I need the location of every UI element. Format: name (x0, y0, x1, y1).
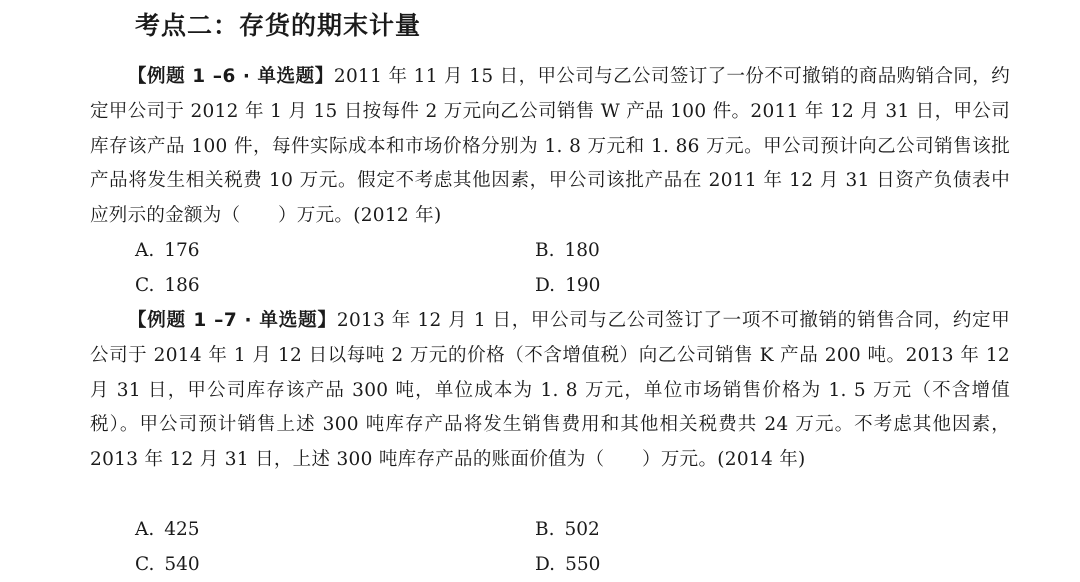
section-title: 考点二：存货的期末计量 (135, 11, 422, 40)
option-value: 502 (564, 519, 600, 540)
option-a (135, 512, 535, 547)
option-value: 186 (164, 275, 200, 296)
option-b (535, 512, 935, 547)
option-a (135, 233, 535, 268)
option-letter: D. (535, 275, 556, 296)
option-letter: B. (535, 240, 555, 261)
option-d (535, 547, 935, 582)
option-letter: D. (535, 554, 556, 575)
question-label: 【例题 1 –7 · 单选题】 (127, 310, 337, 331)
option-value: 190 (565, 275, 601, 296)
option-value: 550 (565, 554, 601, 575)
option-value: 425 (164, 519, 200, 540)
option-letter: A. (135, 519, 155, 540)
option-d (535, 268, 935, 303)
option-value: 180 (564, 240, 600, 261)
option-value: 540 (164, 554, 200, 575)
option-value: 176 (164, 240, 200, 261)
option-c (135, 547, 535, 582)
option-letter: A. (135, 240, 155, 261)
option-b (535, 233, 935, 268)
question-text: 2011 年 11 月 15 日，甲公司与乙公司签订了一份不可撤销的商品购销合同，约定甲公司于 2012 年 1 月 15 日按每件 2 万元向乙公司销售 W 产品 100 件。2011 年 12 月 31 日，甲公司库存该产品 100 件，每件实际成本和市场价格分别为 1. 8 万元和 1. 86 万元。甲公司预计向乙公司销售该批产品将发生相关税费 10 万元。假定不考虑其他因素，甲公司该批产品在 2011 年 12 月 31 日资产负债表中应列示的金额为（ ）万元。(2012 年) (90, 66, 1010, 227)
answer-options (135, 512, 935, 582)
answer-options (135, 233, 935, 303)
option-letter: C. (135, 275, 155, 296)
option-letter: B. (535, 519, 555, 540)
question-label: 【例题 1 –6 · 单选题】 (127, 66, 334, 87)
option-c (135, 268, 535, 303)
option-letter: C. (135, 554, 155, 575)
question-1-6 (90, 60, 1010, 234)
question-text: 2013 年 12 月 1 日，甲公司与乙公司签订了一项不可撤销的销售合同，约定甲公司于 2014 年 1 月 12 日以每吨 2 万元的价格（不含增值税）向乙公司销售 K 产品 200 吨。2013 年 12 月 31 日，甲公司库存该产品 300 吨，单位成本为 1. 8 万元，单位市场销售价格为 1. 5 万元（不含增值税）。甲公司预计销售上述 300 吨库存产品将发生销售费用和其他相关税费共 24 万元。不考虑其他因素，2013 年 12 月 31 日，上述 300 吨库存产品的账面价值为（ ）万元。(2014 年) (90, 310, 1010, 471)
question-1-7 (90, 304, 1010, 478)
